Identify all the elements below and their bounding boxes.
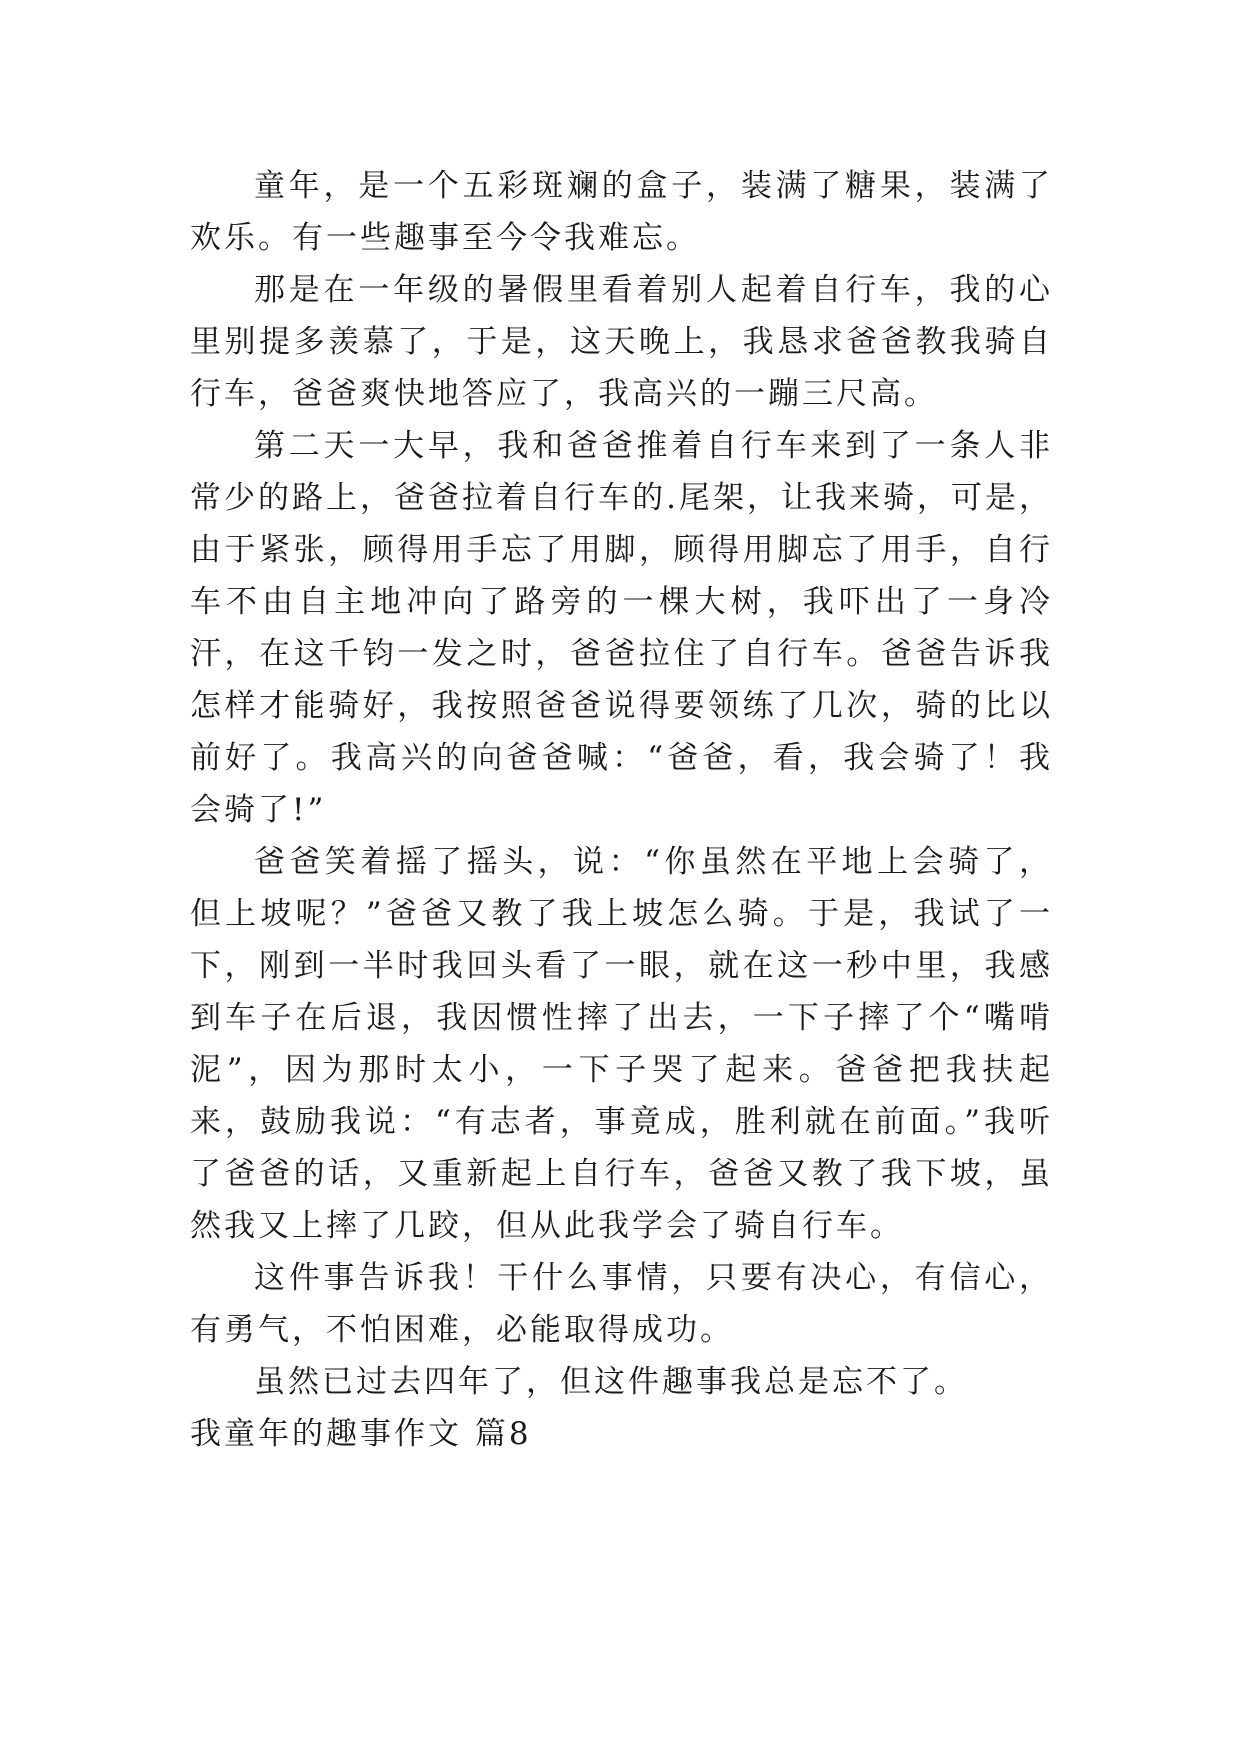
document-page [190,160,1053,1460]
paragraph-2: 那是在一年级的暑假里看着别人起着自行车，我的心里别提多羡慕了，于是，这天晚上，我恳求爸爸教我骑自行车，爸爸爽快地答应了，我高兴的一蹦三尺高。 [190,272,1053,412]
paragraph-1: 童年，是一个五彩斑斓的盒子，装满了糖果，装满了欢乐。有一些趣事至今令我难忘。 [190,168,1053,256]
paragraph-4: 爸爸笑着摇了摇头，说：“你虽然在平地上会骑了，但上坡呢？”爸爸又教了我上坡怎么骑。于是，我试了一下，刚到一半时我回头看了一眼，就在这一秒中里，我感到车子在后退，我因惯性摔了出去，一下子摔了个“嘴啃泥”，因为那时太小，一下子哭了起来。爸爸把我扶起来，鼓励我说：“有志者，事竟成，胜利就在前面。”我听了爸爸的话，又重新起上自行车，爸爸又教了我下坡，虽然我又上摔了几跤，但从此我学会了骑自行车。 [190,844,1053,1244]
paragraph-6: 虽然已过去四年了，但这件趣事我总是忘不了。 [254,1364,968,1400]
paragraph-3: 第二天一大早，我和爸爸推着自行车来到了一条人非常少的路上，爸爸拉着自行车的.尾架，让我来骑，可是，由于紧张，顾得用手忘了用脚，顾得用脚忘了用手，自行车不由自主地冲向了路旁的一棵大树，我吓出了一身冷汗，在这千钧一发之时，爸爸拉住了自行车。爸爸告诉我怎样才能骑好，我按照爸爸说得要领练了几次，骑的比以前好了。我高兴的向爸爸喊：“爸爸，看，我会骑了！我会骑了!” [190,428,1053,828]
paragraph-5: 这件事告诉我！干什么事情，只要有决心，有信心，有勇气，不怕困难，必能取得成功。 [190,1260,1053,1348]
section-heading: 我童年的趣事作文 篇8 [190,1416,532,1452]
